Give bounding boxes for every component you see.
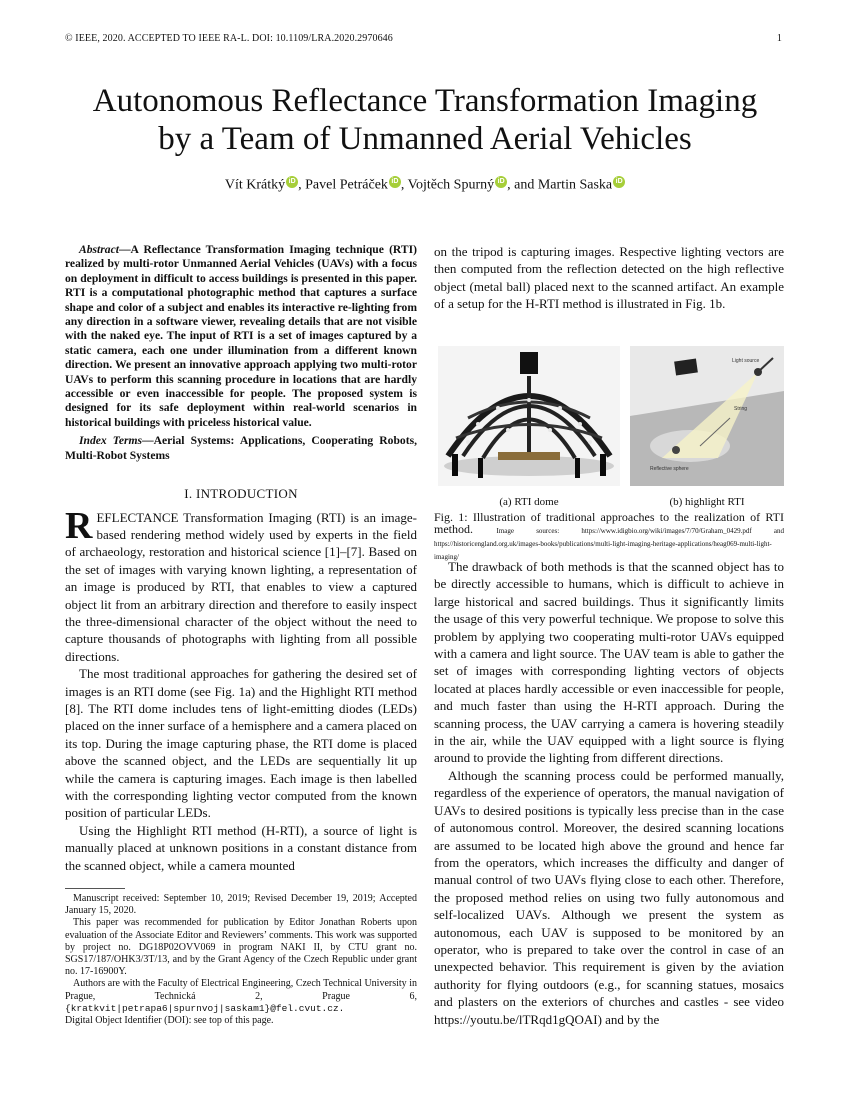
paper-title [40,82,810,158]
section-heading: I. INTRODUCTION [184,486,298,502]
figure-1b-caption: (b) highlight RTI [669,496,745,508]
index-terms-label: Index Terms [79,434,143,448]
figure-1-sources[interactable]: Image sources: https://www.idigbio.org/wiki/images/7/70/Graham_0429.pdf and https://historicengland.org.uk/images-books/publications/multi-light-imaging-heritage-applications/heag069-multi-light-imaging/ [434,527,785,561]
drop-cap: R [65,504,93,547]
orcid-icon[interactable]: iD [389,176,401,188]
index-terms-text: —Aerial Systems: Applications, Cooperating Robots, Multi-Robot Systems [65,434,417,462]
abstract-label: Abstract [79,243,119,256]
footnote-funding: This paper was recommended for publication by Editor Jonathan Roberts upon evaluation of the Associate Editor and Reviewers’ comments. This work was supported by project no. DG18P02OVV069 in program NAKI II, by CTU grant no. SGS17/187/OHK3/3T/13, and by the Grant Agency of the Czech Republic under grant no. 17-16900Y. [65,917,417,978]
page-number: 1 [776,33,782,44]
rti-dome-illustration [438,346,620,486]
author-2: Pavel Petráček [305,177,388,193]
footnote-affiliation [65,978,417,1015]
abstract [65,243,417,430]
author-4: Martin Saska [537,177,613,193]
intro-paragraph-1-text: EFLECTANCE Transformation Imaging (RTI) is an image-based rendering method widely used by experts in the field of archaeology, restoration and historical science [1]–[7]. Based on the set of images with varying known lighting, a representation of an image is produced by RTI, that enables to view a captured object lit from an arbitrary direction and therefore to easily inspect the three-dimensional character of the object without the need to capture thousands of photographs with lighting from all possible directions. [65,509,417,664]
figure-1a-caption: (a) RTI dome [499,496,559,508]
right-column-top [434,243,784,313]
footnote-divider [65,888,125,889]
title-line-2: by a Team of Unmanned Aerial Vehicles [158,121,692,157]
label-string: String [734,406,748,412]
index-terms [65,434,417,463]
figure-1-caption [434,511,784,562]
author-separator: , [400,177,408,193]
intro-paragraph-1 [65,504,417,666]
figure-1a-image [438,346,620,486]
running-header: © IEEE, 2020. ACCEPTED TO IEEE RA-L. DOI: 10.1109/LRA.2020.2970646 [65,33,393,44]
figure-1 [438,346,784,496]
left-column [65,243,417,1027]
author-3: Vojtěch Spurný [407,177,495,193]
figure-1-caption-text: Fig. 1: Illustration of traditional approaches to the realization of RTI method. [434,510,784,536]
author-separator: , and [507,177,538,193]
right-column-bottom [434,558,784,1028]
label-reflective-sphere: Reflective sphere [650,466,689,472]
orcid-icon[interactable]: iD [495,176,507,188]
intro-paragraph-4: The drawback of both methods is that the scanned object has to be directly accessible to humans, which is difficult to achieve in large historical and sacred buildings. Thus it significantly limits the usage of this very powerful technique. We propose to solve this problem by applying two cooperating multi-rotor UAVs equipped with a camera and light source. The UAV team is able to gather the set of images with corresponding lighting vectors of objects located at places hardly accessible or even inaccessible for people, and much faster than using the H-RTI approach. During the scanning process, the UAV carrying a camera is hovering steadily in the air, while the UAV equipped with a light source is flying around to provide the lighting from different directions. [434,559,784,766]
author-separator: , [298,177,306,193]
footnote-doi: Digital Object Identifier (DOI): see top of this page. [65,1015,274,1027]
orcid-icon[interactable]: iD [613,176,625,188]
figure-1b-image [630,346,784,486]
footnotes [65,893,417,1027]
highlight-rti-illustration [630,346,784,486]
intro-paragraph-3: Using the Highlight RTI method (H-RTI), a source of light is manually placed at unknown positions in a constant distance from the scanned object, while a camera mounted [65,822,417,873]
orcid-icon[interactable]: iD [286,176,298,188]
label-light-source: Light source [732,358,760,364]
footnote-received: Manuscript received: September 10, 2019; Revised December 19, 2019; Accepted January 15, 2020. [65,893,417,917]
author-1: Vít Krátký [224,177,286,193]
intro-paragraph-3-continued: on the tripod is capturing images. Respective lighting vectors are then computed from the reflection detected on the high reflective object (metal ball) placed next to the scanned artifact. An example of a setup for the H-RTI method is illustrated in Fig. 1b. [434,244,784,312]
intro-paragraph-2: The most traditional approaches for gathering the desired set of images is an RTI dome (see Fig. 1a) and the Highlight RTI method [8]. The RTI dome includes tens of light-emitting diodes (LEDs) placed on the inner surface of a hemisphere and a camera placed on its top. During the image capturing phase, the RTI dome is placed above the scanned object, and the LEDs are sequentially lit up while the camera is capturing images. Each image is then labelled with the corresponding lighting vector computed from the known position of particular LEDs. [65,666,417,821]
author-emails[interactable]: {kratkvit|petrapa6|spurnvoj|saskam1}@fel.cvut.cz. [65,1002,345,1014]
author-list [60,176,790,194]
abstract-text: —A Reflectance Transformation Imaging technique (RTI) realized by multi-rotor Unmanned Aerial Vehicles (UAVs) with a focus on deployment in difficult to access buildings is presented in this paper. RTI is a computational photographic method that captures a surface shape and color of a subject and enables its interactive re-lighting from any direction in a software viewer, revealing details that are not visible with the naked eye. The input of RTI is a set of images captured by a static camera, each one under illumination from a different known direction. We present an innovative approach applying two multi-rotor UAVs to perform this scanning procedure in locations that are hardly accessible or even inaccessible for people. The proposed system is designed for its safe deployment within real-world scenarios in historical buildings with priceless historical value. [65,243,417,429]
footnote-affiliation-text: Authors are with the Faculty of Electrical Engineering, Czech Technical University in Prague, Technická 2, Prague 6, [65,978,417,1002]
title-line-1: Autonomous Reflectance Transformation Imaging [92,83,758,119]
intro-paragraph-5: Although the scanning process could be performed manually, regardless of the experience of operators, the manual navigation of UAVs to desired positions is typically less precise than in the case of autonomous control. Moreover, the desired scanning locations are assumed to be located high above the ground and hence far from the operators, which increases the difficulty and danger of manual control of two UAVs flying close to each other. Therefore, the proposed method relies on using two fully autonomous and self-localized UAVs. Although we present the system as autonomous, each UAV is supposed to be monitored by an operator, who is prepared to take over the control in case of an unexpected behavior. This requirement is given by the aviation authority for flying outdoors (e.g., for scanning statues, mosaics and plasters on the exteriors of churches and castles - see video https://youtu.be/lTRqd1gQOAI) and by the [434,767,784,1027]
